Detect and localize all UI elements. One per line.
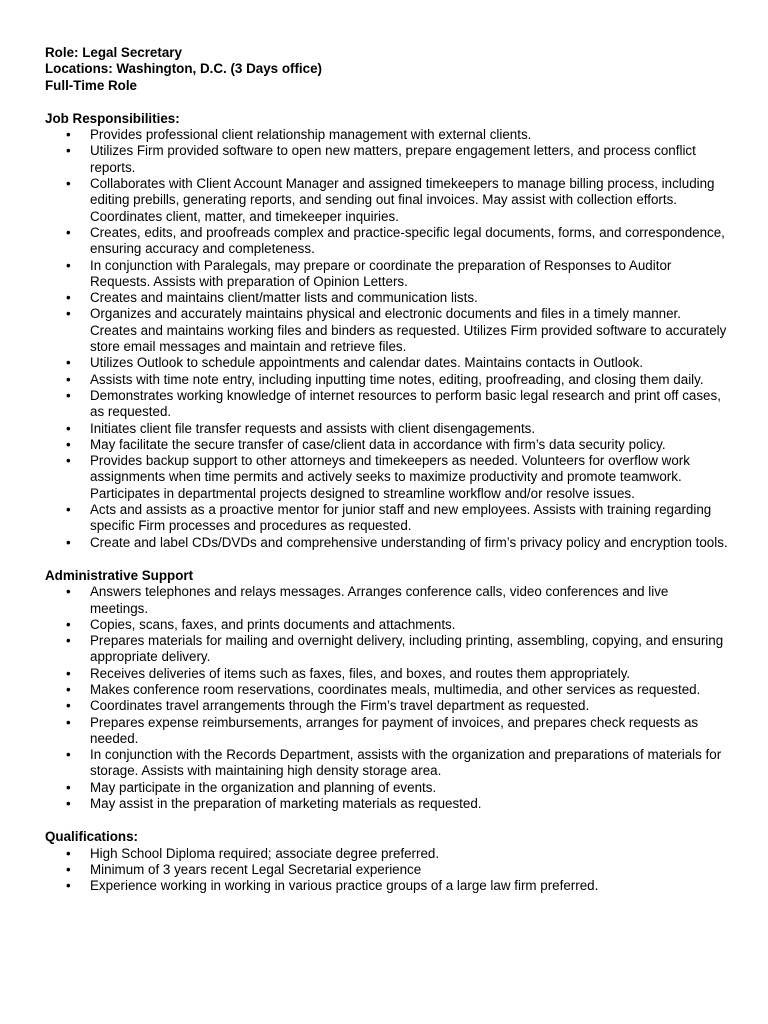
list-item [45, 176, 728, 225]
section-title: Qualifications: [45, 829, 139, 845]
bullet-icon: • [66, 584, 71, 600]
bullet-icon: • [66, 878, 71, 894]
list-item [45, 355, 728, 371]
list-item-text: Creates and maintains client/matter lists and communication lists. [90, 290, 478, 306]
location: Locations: Washington, D.C. (3 Days office) [45, 61, 323, 77]
list-item [45, 421, 728, 437]
bullet-icon: • [66, 453, 71, 469]
list-item-text: Provides professional client relationship management with external clients. [90, 127, 532, 143]
list-item [45, 453, 728, 502]
list-item-text: Creates, edits, and proofreads complex and practice-specific legal documents, forms, and correspondence, ensuring accuracy and completeness. [90, 224, 725, 257]
list-item [45, 143, 728, 176]
list-item-text: Demonstrates working knowledge of internet resources to perform basic legal research and print off cases, as requested. [90, 387, 721, 420]
list-item-text: Utilizes Outlook to schedule appointments and calendar dates. Maintains contacts in Outlook. [90, 355, 644, 371]
list-item [45, 535, 728, 551]
list-item [45, 633, 728, 666]
section-job-responsibilities [45, 111, 728, 551]
bullet-icon: • [66, 143, 71, 159]
bullet-icon: • [66, 698, 71, 714]
bullet-icon: • [66, 355, 71, 371]
list-item-text: In conjunction with the Records Department, assists with the organization and preparations of materials for storage. Assists with maintaining high density storage area. [90, 747, 722, 779]
bullet-icon: • [66, 796, 71, 812]
list-item-text: Copies, scans, faxes, and prints documents and attachments. [90, 616, 456, 632]
bullet-icon: • [66, 371, 71, 387]
bullet-icon: • [66, 747, 71, 763]
bullet-icon: • [66, 436, 71, 452]
bullet-icon: • [66, 387, 71, 403]
list-item [45, 290, 728, 306]
list-item [45, 225, 728, 258]
bullet-icon: • [66, 779, 71, 795]
employment-type: Full-Time Role [45, 77, 138, 93]
bullet-list [45, 584, 728, 812]
list-item [45, 388, 728, 421]
list-item [45, 862, 728, 878]
list-item [45, 846, 728, 862]
list-item [45, 258, 728, 291]
list-item [45, 502, 728, 535]
list-item [45, 372, 728, 388]
bullet-icon: • [66, 861, 71, 877]
bullet-icon: • [66, 665, 71, 681]
bullet-icon: • [66, 616, 71, 632]
bullet-icon: • [66, 176, 71, 192]
list-item-text: Answers telephones and relays messages. Arranges conference calls, video conferences and live meetings. [90, 584, 669, 616]
list-item-text: May assist in the preparation of marketing materials as requested. [90, 796, 482, 812]
job-header [45, 45, 728, 94]
section-title: Job Responsibilities: [45, 110, 180, 126]
list-item-text: May participate in the organization and planning of events. [90, 779, 437, 795]
section-title: Administrative Support [45, 567, 194, 583]
list-item [45, 780, 728, 796]
bullet-icon: • [66, 127, 71, 143]
list-item-text: Prepares materials for mailing and overnight delivery, including printing, assembling, copying, and ensuring appropriate delivery. [90, 633, 724, 665]
list-item-text: Collaborates with Client Account Manager and assigned timekeepers to manage billing process, including editing prebills, generating reports, and sending out final invoices. May assist with collection efforts. Coordinates client, matter, and timekeeper inquiries. [90, 176, 715, 224]
bullet-icon: • [66, 224, 71, 240]
list-item [45, 682, 728, 698]
list-item-text: Experience working in working in various practice groups of a large law firm preferred. [90, 878, 599, 894]
bullet-icon: • [66, 633, 71, 649]
list-item-text: Prepares expense reimbursements, arranges for payment of invoices, and prepares check requests as needed. [90, 714, 699, 746]
section-administrative-support [45, 568, 728, 812]
list-item-text: Create and label CDs/DVDs and comprehensive understanding of firm’s privacy policy and encryption tools. [90, 534, 728, 550]
list-item [45, 127, 728, 143]
list-item-text: Utilizes Firm provided software to open new matters, prepare engagement letters, and process conflict reports. [90, 143, 696, 175]
role-title: Role: Legal Secretary [45, 45, 182, 60]
bullet-icon: • [66, 502, 71, 518]
bullet-icon: • [66, 714, 71, 730]
bullet-icon: • [66, 534, 71, 550]
list-item-text: Coordinates travel arrangements through the Firm’s travel department as requested. [90, 698, 590, 714]
bullet-list [45, 846, 728, 895]
bullet-icon: • [66, 290, 71, 306]
section-qualifications [45, 829, 728, 894]
list-item-text: Assists with time note entry, including inputting time notes, editing, proofreading, and closing them daily. [90, 371, 704, 387]
list-item [45, 306, 728, 355]
list-item [45, 796, 728, 812]
list-item [45, 437, 728, 453]
list-item-text: Receives deliveries of items such as faxes, files, and boxes, and routes them appropriately. [90, 665, 631, 681]
list-item-text: Initiates client file transfer requests and assists with client disengagements. [90, 420, 536, 436]
bullet-list [45, 127, 728, 551]
list-item-text: May facilitate the secure transfer of case/client data in accordance with firm’s data security policy. [90, 436, 666, 452]
bullet-icon: • [66, 257, 71, 273]
list-item [45, 584, 728, 617]
bullet-icon: • [66, 306, 71, 322]
bullet-icon: • [66, 420, 71, 436]
list-item-text: Provides backup support to other attorneys and timekeepers as needed. Volunteers for overflow work assignments when time permits and actively seeks to maximize productivity and promote teamwork. Participates in departmental projects designed to streamline workflow and/or resolve issues. [90, 453, 690, 501]
bullet-icon: • [66, 845, 71, 861]
bullet-icon: • [66, 681, 71, 697]
sections-container [45, 111, 728, 895]
list-item-text: Makes conference room reservations, coordinates meals, multimedia, and other services as requested. [90, 681, 701, 697]
list-item-text: High School Diploma required; associate degree preferred. [90, 845, 440, 861]
list-item [45, 617, 728, 633]
list-item [45, 715, 728, 748]
list-item-text: Acts and assists as a proactive mentor for junior staff and new employees. Assists with training regarding specific Firm processes and procedures as requested. [90, 502, 712, 534]
list-item-text: Organizes and accurately maintains physical and electronic documents and files in a timely manner. Creates and maintains working files and binders as requested. Utilizes Firm provided software to accurately store email messages and maintain and retrieve files. [90, 306, 727, 355]
list-item-text: Minimum of 3 years recent Legal Secretarial experience [90, 861, 422, 877]
list-item [45, 878, 728, 894]
list-item [45, 698, 728, 714]
list-item [45, 747, 728, 780]
list-item [45, 666, 728, 682]
list-item-text: In conjunction with Paralegals, may prepare or coordinate the preparation of Responses to Auditor Requests. Assists with preparation of Opinion Letters. [90, 257, 672, 289]
